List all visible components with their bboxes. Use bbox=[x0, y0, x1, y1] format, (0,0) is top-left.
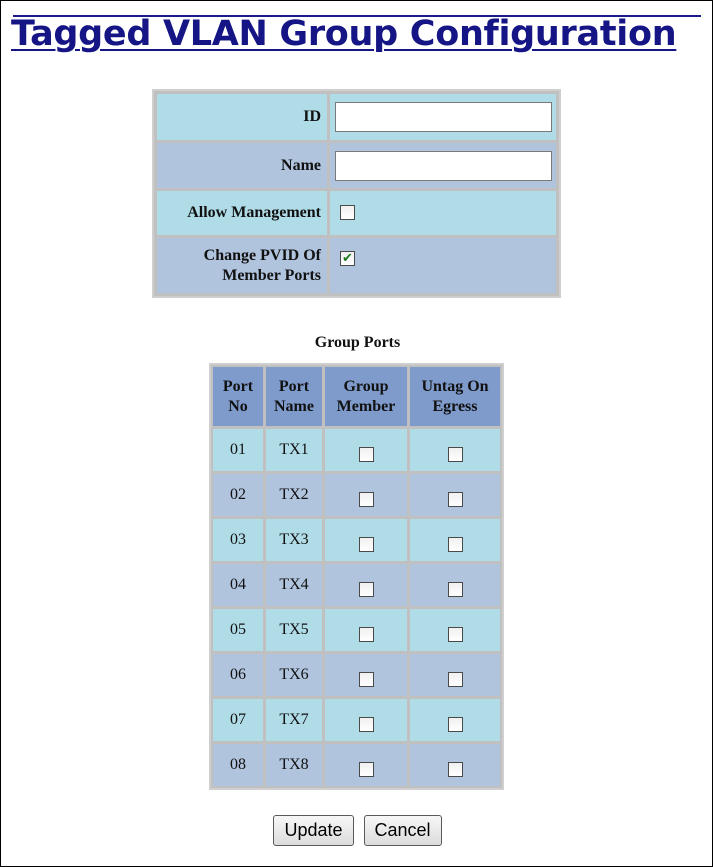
group-member-cell bbox=[325, 609, 407, 651]
change-pvid-label bbox=[157, 238, 327, 293]
port-name-cell: TX6 bbox=[266, 654, 322, 696]
port-name-cell: TX7 bbox=[266, 699, 322, 741]
change-pvid-cell bbox=[330, 238, 556, 293]
config-row-allow-management bbox=[157, 191, 556, 235]
header-untag-on-egress bbox=[410, 367, 500, 426]
header-group-member-line2: Member bbox=[336, 397, 396, 415]
untag-on-egress-checkbox[interactable] bbox=[448, 762, 463, 777]
form-buttons bbox=[1, 815, 713, 846]
header-untag-on-egress-line1: Untag On bbox=[421, 377, 489, 395]
update-button[interactable]: Update bbox=[273, 815, 353, 846]
header-group-member-line1: Group bbox=[343, 377, 389, 395]
group-member-checkbox[interactable] bbox=[359, 672, 374, 687]
change-pvid-label-line1: Change PVID Of bbox=[203, 246, 321, 264]
group-member-checkbox[interactable] bbox=[359, 762, 374, 777]
group-member-checkbox[interactable] bbox=[359, 582, 374, 597]
group-member-checkbox[interactable] bbox=[359, 717, 374, 732]
id-label: ID bbox=[157, 94, 327, 140]
header-untag-on-egress-line2: Egress bbox=[432, 397, 478, 415]
port-name-cell: TX4 bbox=[266, 564, 322, 606]
header-port-no-line2: No bbox=[228, 397, 248, 415]
group-ports-caption: Group Ports bbox=[314, 334, 401, 351]
group-member-cell bbox=[325, 564, 407, 606]
group-member-checkbox[interactable] bbox=[359, 492, 374, 507]
allow-management-checkbox[interactable] bbox=[340, 205, 355, 220]
port-no-cell: 02 bbox=[213, 474, 263, 516]
port-name-cell: TX3 bbox=[266, 519, 322, 561]
untag-on-egress-cell bbox=[410, 699, 500, 741]
allow-management-label: Allow Management bbox=[157, 191, 327, 235]
vlan-config-table bbox=[152, 89, 561, 298]
group-member-checkbox[interactable] bbox=[359, 627, 374, 642]
untag-on-egress-cell bbox=[410, 519, 500, 561]
untag-on-egress-cell bbox=[410, 429, 500, 471]
group-member-cell bbox=[325, 474, 407, 516]
port-no-cell: 07 bbox=[213, 699, 263, 741]
header-port-name-line2: Name bbox=[274, 397, 314, 415]
port-no-cell: 01 bbox=[213, 429, 263, 471]
cancel-button[interactable]: Cancel bbox=[364, 815, 442, 846]
untag-on-egress-cell bbox=[410, 474, 500, 516]
group-member-cell bbox=[325, 429, 407, 471]
group-ports-table bbox=[209, 363, 504, 790]
untag-on-egress-cell bbox=[410, 564, 500, 606]
change-pvid-label-line2: Member Ports bbox=[222, 266, 321, 284]
untag-on-egress-checkbox[interactable] bbox=[448, 447, 463, 462]
config-row-id bbox=[157, 94, 556, 140]
id-input[interactable] bbox=[335, 102, 552, 132]
port-name-cell: TX2 bbox=[266, 474, 322, 516]
header-port-name bbox=[266, 367, 322, 426]
name-cell bbox=[330, 143, 556, 188]
untag-on-egress-checkbox[interactable] bbox=[448, 717, 463, 732]
header-group-member bbox=[325, 367, 407, 426]
port-no-cell: 04 bbox=[213, 564, 263, 606]
untag-on-egress-cell bbox=[410, 654, 500, 696]
port-name-cell: TX8 bbox=[266, 744, 322, 786]
untag-on-egress-checkbox[interactable] bbox=[448, 537, 463, 552]
group-member-cell bbox=[325, 519, 407, 561]
untag-on-egress-cell bbox=[410, 744, 500, 786]
allow-management-cell bbox=[330, 191, 556, 235]
header-port-name-line1: Port bbox=[278, 377, 310, 395]
header-port-no bbox=[213, 367, 263, 426]
untag-on-egress-checkbox[interactable] bbox=[448, 627, 463, 642]
untag-on-egress-cell bbox=[410, 609, 500, 651]
name-label: Name bbox=[157, 143, 327, 188]
port-no-cell: 06 bbox=[213, 654, 263, 696]
change-pvid-checkbox[interactable]: ✔ bbox=[340, 251, 355, 266]
group-member-cell bbox=[325, 699, 407, 741]
group-member-checkbox[interactable] bbox=[359, 537, 374, 552]
port-no-cell: 05 bbox=[213, 609, 263, 651]
port-no-cell: 08 bbox=[213, 744, 263, 786]
id-cell bbox=[330, 94, 556, 140]
name-input[interactable] bbox=[335, 151, 552, 181]
port-no-cell: 03 bbox=[213, 519, 263, 561]
untag-on-egress-checkbox[interactable] bbox=[448, 582, 463, 597]
group-member-checkbox[interactable] bbox=[359, 447, 374, 462]
port-name-cell: TX1 bbox=[266, 429, 322, 471]
page-title: Tagged VLAN Group Configuration bbox=[11, 14, 677, 54]
untag-on-egress-checkbox[interactable] bbox=[448, 672, 463, 687]
group-member-cell bbox=[325, 654, 407, 696]
config-row-change-pvid bbox=[157, 238, 556, 293]
config-row-name bbox=[157, 143, 556, 188]
header-port-no-line1: Port bbox=[222, 377, 254, 395]
group-member-cell bbox=[325, 744, 407, 786]
untag-on-egress-checkbox[interactable] bbox=[448, 492, 463, 507]
port-name-cell: TX5 bbox=[266, 609, 322, 651]
